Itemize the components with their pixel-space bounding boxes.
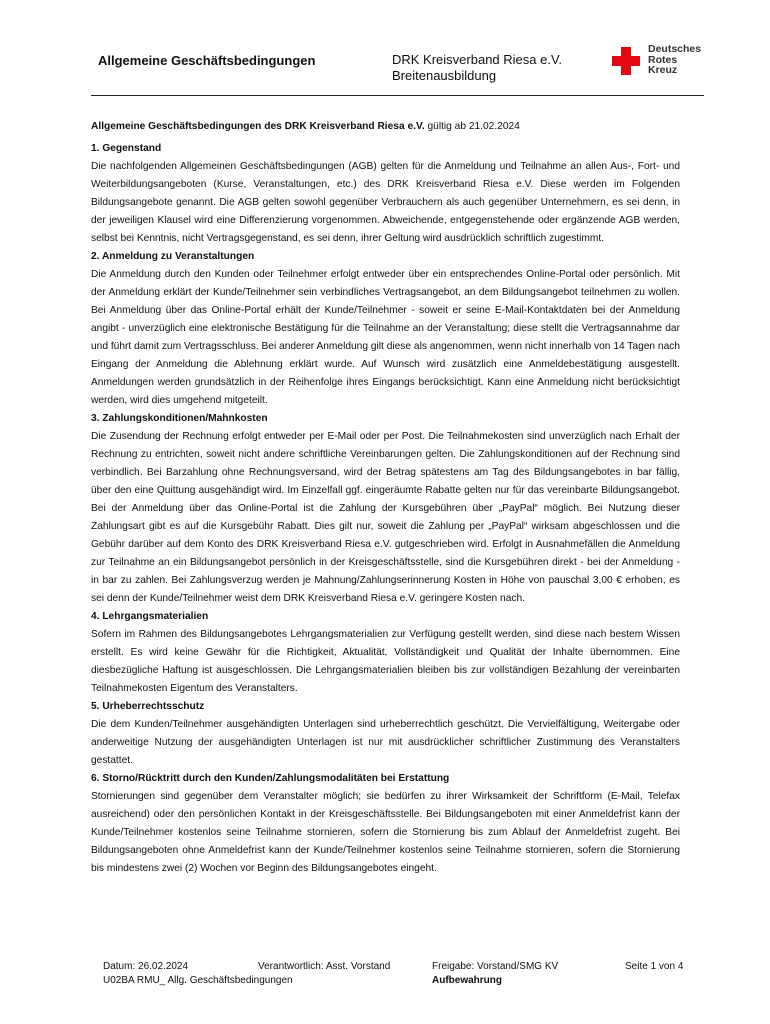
header-divider <box>91 95 704 96</box>
logo-text: Deutsches Rotes Kreuz <box>648 43 702 76</box>
organization-block <box>392 52 562 84</box>
section-gegenstand <box>91 140 680 248</box>
footer-page-number: Seite 1 von 4 <box>625 961 684 972</box>
section-urheberrechtsschutz <box>91 698 680 770</box>
doc-type-title: Allgemeine Geschäftsbedingungen <box>98 53 316 68</box>
section-heading: 6. Storno/Rücktritt durch den Kunden/Zahlungsmodalitäten bei Erstattung <box>91 773 450 784</box>
section-zahlungskonditionen <box>91 410 680 608</box>
section-body: Sofern im Rahmen des Bildungsangebotes Lehrgangsmaterialien zur Verfügung gestellt werden, sind diese nach bestem Wissen erstellt. Es wird keine Gewähr für die Richtigkeit, Aktualität, Vollständigkeit und Qualität der Inhalte übernommen. Eine diesbezügliche Haftung ist ausgeschlossen. Die Lehrgangsmaterialien bleiben bis zur vollständigen Bezahlung der vereinbarten Teilnahmekosten Eigentum des Veranstalters. <box>91 629 680 694</box>
section-heading: 1. Gegenstand <box>91 143 162 154</box>
section-lehrgangsmaterialien <box>91 608 680 698</box>
section-body: Stornierungen sind gegenüber dem Veranstalter möglich; sie bedürfen zu ihrer Wirksamkeit der Schriftform (E-Mail, Telefax ausreichend) oder den persönlichen Kontakt in der Kreisgeschäftsstelle. Bei Bildungsangeboten mit einer Anmeldefrist kann der Kunde/Teilnehmer kostenlos seine Teilnahme stornieren, sofern die Stornierung bis zum Ablauf der Anmeldefrist zugeht. Bei Bildungsangeboten ohne Anmeldefrist kann der Kunde/Teilnehmer kostenlos seine Teilnahme stornieren, sofern die Stornierung bis mindestens zwei (2) Wochen vor Beginn des Bildungsangebotes eingeht. <box>91 791 680 874</box>
footer-responsible: Verantwortlich: Asst. Vorstand <box>258 961 391 972</box>
footer-doc-id: U02BA RMU_ Allg. Geschäftsbedingungen <box>103 975 293 986</box>
footer-release: Freigabe: Vorstand/SMG KV <box>432 961 559 972</box>
footer-storage: Aufbewahrung <box>432 975 502 986</box>
section-body: Die Anmeldung durch den Kunden oder Teilnehmer erfolgt entweder über ein entsprechendes Online-Portal oder persönlich. Mit der Anmeldung erklärt der Kunde/Teilnehmer sein verbindliches Vertragsangebot, an dem Bildungsangebot teilnehmen zu wollen. Bei Anmeldung über das Online-Portal erhält der Kunde/Teilnehmer - soweit er seine E-Mail-Kontaktdaten bei der Anmeldung angibt - unverzüglich eine elektronische Bestätigung für die Teilnahme an der Veranstaltung; diese stellt die Vertragsannahme dar und führt damit zum Vertragsschluss. Bei anderer Anmeldung gilt diese als angenommen, wenn nicht innerhalb von 14 Tagen nach Eingang der Anmeldung die Ablehnung erklärt wurde. Auf Wunsch wird zusätzlich eine Anmeldebestätigung ausgestellt. Anmeldungen werden grundsätzlich in der Reihenfolge ihres Eingangs berücksichtigt. Kann eine Anmeldung nicht berücksichtigt werden, wird dies umgehend mitgeteilt. <box>91 269 680 406</box>
red-cross-icon <box>612 47 640 75</box>
section-body: Die Zusendung der Rechnung erfolgt entweder per E-Mail oder per Post. Die Teilnahmekosten sind unverzüglich nach Erhalt der Rechnung zu entrichten, soweit nicht andere schriftliche Vereinbarungen gelten. Die Zahlungskonditionen auf der Rechnung sind verbindlich. Bei Barzahlung ohne Rechnungsversand, wird der Betrag spätestens am Tag des Bildungsangebotes in bar fällig, über den eine Quittung ausgehändigt wird. Im Einzelfall ggf. eingeräumte Rabatte gelten nur für das vereinbarte Bildungsangebot. Bei der Anmeldung über das Online-Portal ist die Zahlung der Kursgebühren über „PayPal“ möglich. Bei Nutzung dieser Zahlungsart gibt es auf die Kursgebühr Rabatt. Dies gilt nur, soweit die Zahlung per „PayPal“ wirksam abgeschlossen und die Gebühr darüber auf dem Konto des DRK Kreisverband Riesa e.V. gutgeschrieben wird. Erfolgt in Ausnahmefällen die Anmeldung zur Teilnahme an ein Bildungsangebot persönlich in der Kreisgeschäftsstelle, sind die Kursgebühren direkt - bei der Anmeldung - in bar zu zahlen. Bei Zahlungsverzug werden je Mahnung/Zahlungserinnerung Kosten in Höhe von pauschal 3,00 € erhoben, es sei denn der Kunde/Teilnehmer weist dem DRK Kreisverband Riesa e.V. geringere Kosten nach. <box>91 431 680 604</box>
section-storno <box>91 770 680 878</box>
section-body: Die dem Kunden/Teilnehmer ausgehändigten Unterlagen sind urheberrechtlich geschützt. Die Vervielfältigung, Weitergabe oder anderweitige Nutzung der ausgehändigten Unterlagen ist nur mit ausdrücklicher schriftlicher Zustimmung des Veranstalters gestattet. <box>91 719 680 766</box>
department-name: Breitenausbildung <box>392 68 497 83</box>
footer-date: Datum: 26.02.2024 <box>103 961 189 972</box>
section-anmeldung <box>91 248 680 410</box>
section-body: Die nachfolgenden Allgemeinen Geschäftsbedingungen (AGB) gelten für die Anmeldung und Teilnahme an allen Aus-, Fort- und Weiterbildungsangeboten (Kurse, Veranstaltungen, etc.) des DRK Kreisverband Riesa e.V. Diese werden im Folgenden Bildungsangebote genannt. Die AGB gelten sowohl gegenüber Verbrauchern als auch gegenüber Unternehmern, es sei denn, in der jeweiligen Klausel wird eine Differenzierung vorgenommen. Abweichende, entgegenstehende oder ergänzende AGB werden, selbst bei Kenntnis, nicht Vertragsgegenstand, es sei denn, ihrer Geltung wird ausdrücklich schriftlich zugestimmt. <box>91 161 680 244</box>
organization-name: DRK Kreisverband Riesa e.V. <box>392 52 563 67</box>
drk-logo <box>612 44 712 78</box>
document-title: Allgemeine Geschäftsbedingungen des DRK Kreisverband Riesa e.V. gültig ab 21.02.2024 <box>91 121 520 132</box>
section-heading: 5. Urheberrechtsschutz <box>91 701 205 712</box>
document-body <box>91 118 680 878</box>
section-heading: 3. Zahlungskonditionen/Mahnkosten <box>91 413 268 424</box>
section-heading: 2. Anmeldung zu Veranstaltungen <box>91 251 255 262</box>
footer-release-block <box>432 960 558 988</box>
section-heading: 4. Lehrgangsmaterialien <box>91 611 209 622</box>
